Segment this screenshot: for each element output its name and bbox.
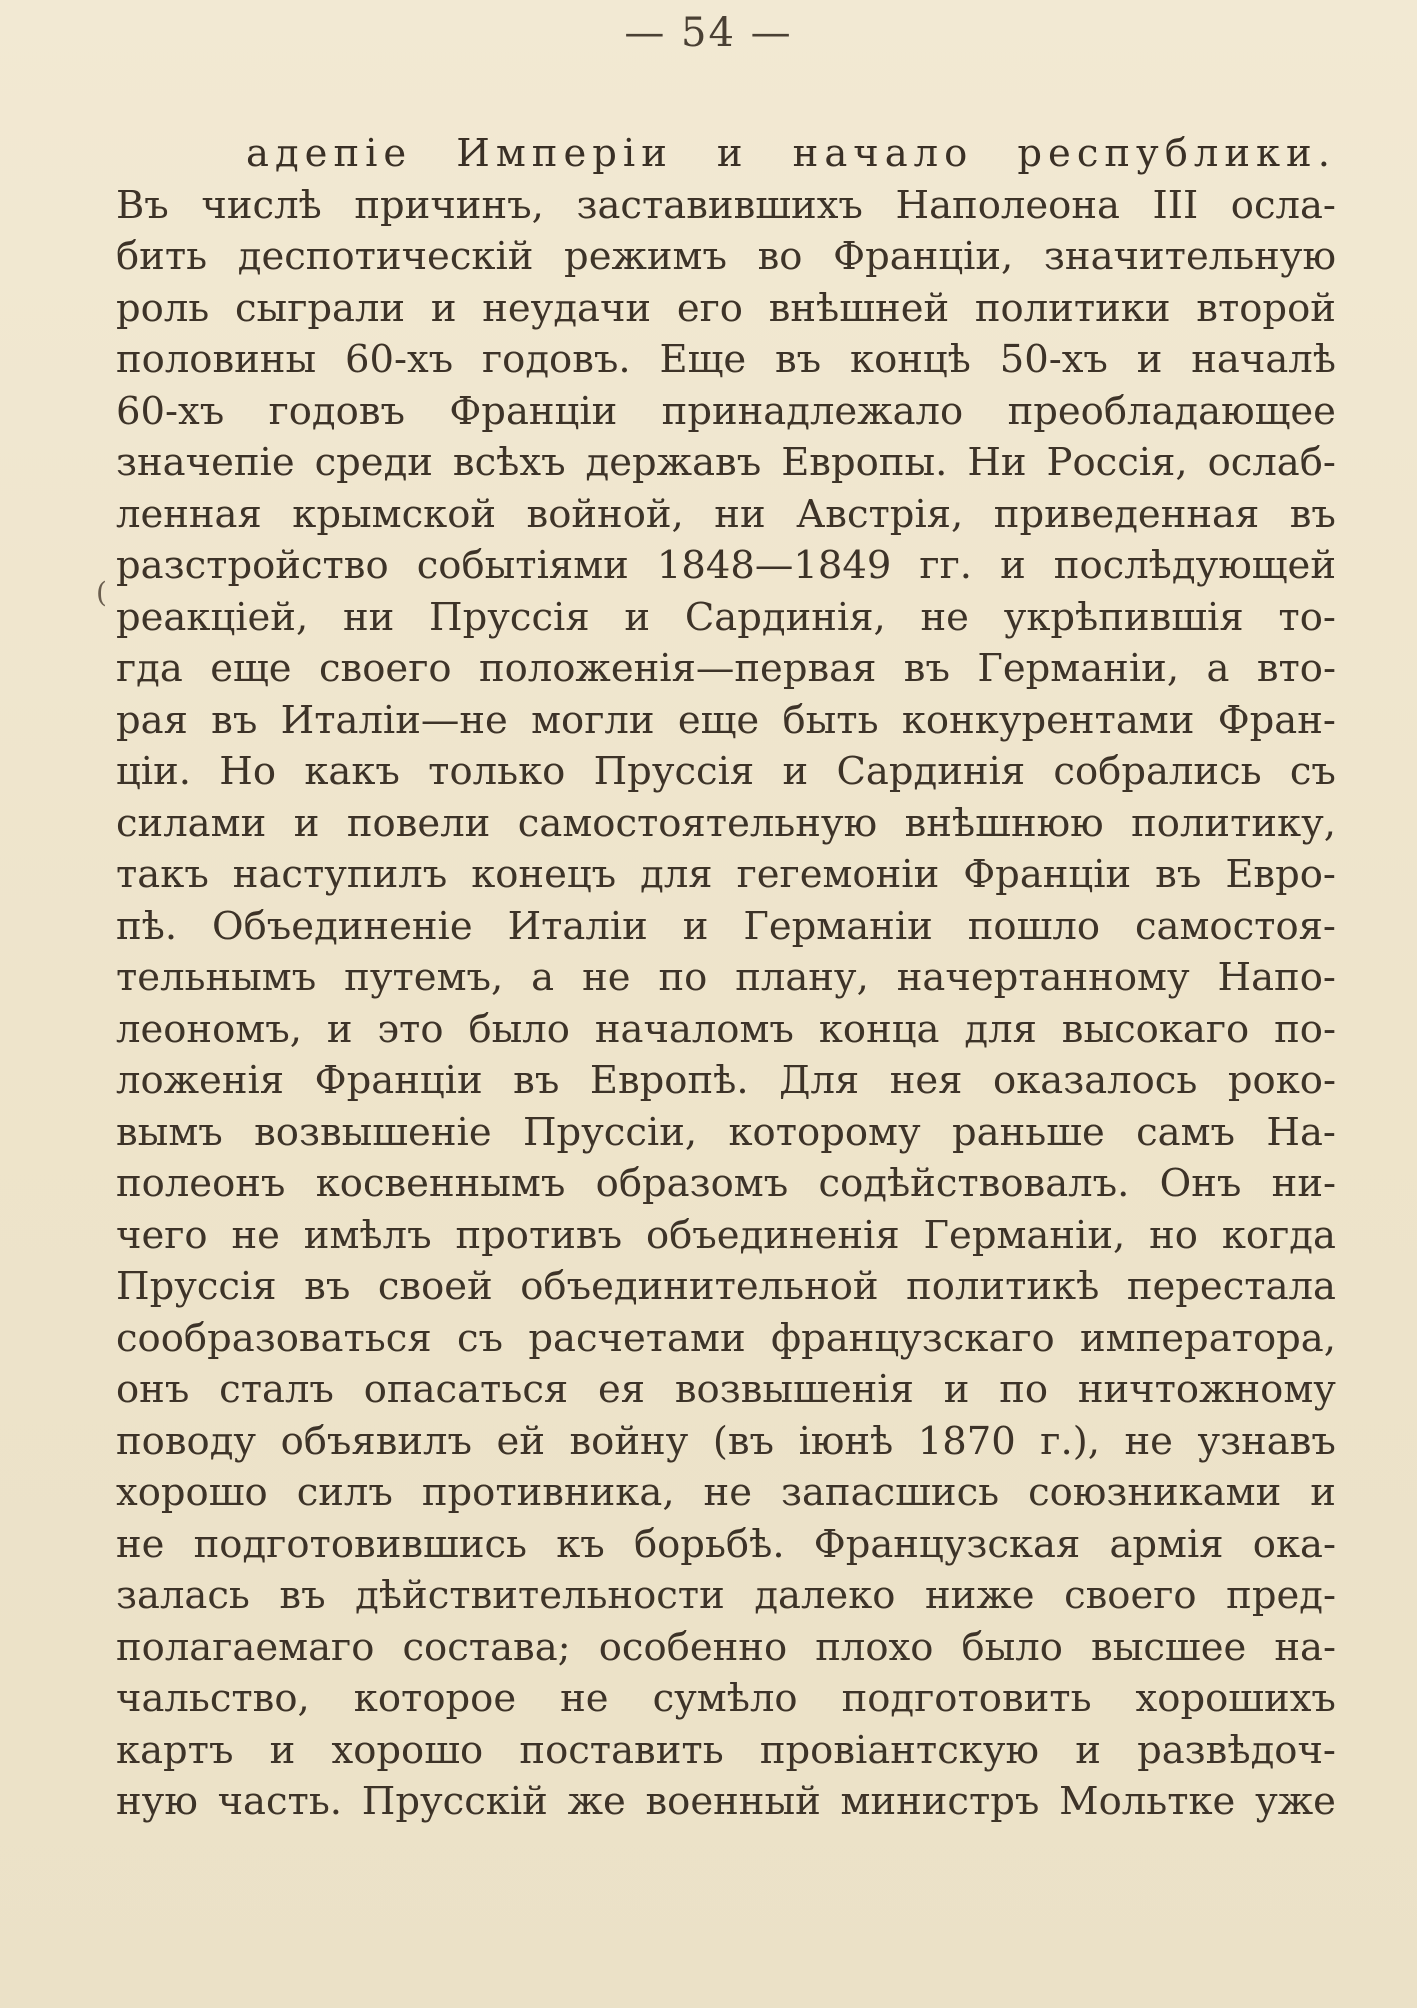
word: и [430, 285, 457, 331]
word: не [703, 1470, 752, 1515]
text-line [116, 1364, 1336, 1416]
word: Въ [116, 182, 169, 228]
word: началѣ [1191, 337, 1336, 382]
word: Франціи [963, 852, 1132, 897]
word: Германіи, [923, 1212, 1126, 1258]
word: такъ [116, 852, 209, 897]
word: вто- [1256, 646, 1336, 691]
word: подготовившись [193, 1521, 528, 1567]
word: еще [210, 646, 292, 691]
word: Италіи [507, 903, 648, 949]
word: дѣйствительности [355, 1573, 725, 1618]
word: вымъ [116, 1109, 223, 1155]
text-line [116, 1313, 1336, 1365]
word: въ [304, 1264, 351, 1309]
word: развѣдоч- [1137, 1727, 1336, 1773]
text-line [116, 1107, 1336, 1159]
word: и [943, 1367, 970, 1412]
word: наступилъ [232, 852, 448, 897]
word: плану, [735, 955, 869, 1000]
word: онъ [116, 1367, 190, 1412]
word: Пруссія [593, 749, 755, 794]
word: неудачи [482, 285, 652, 331]
word: по [658, 955, 708, 1000]
word: не [560, 1676, 609, 1721]
text-line [116, 386, 1336, 438]
word: въ [1289, 491, 1336, 537]
word: 1870 [917, 1418, 1016, 1464]
word: Но [219, 749, 277, 794]
word: высшее [1091, 1624, 1247, 1670]
word: внѣшнюю [904, 800, 1104, 846]
word: Еще [659, 337, 747, 382]
word: политики [974, 285, 1171, 331]
word: Германіи, [977, 646, 1180, 691]
word: пошло [967, 903, 1101, 949]
word: и [1136, 337, 1163, 382]
text-line [116, 952, 1336, 1004]
word: Имперіи [456, 131, 673, 176]
word: (въ [712, 1418, 775, 1464]
text-line [116, 1158, 1336, 1210]
word: еще [677, 697, 760, 743]
word: противъ [455, 1212, 623, 1258]
word: и [326, 1006, 353, 1052]
word: по- [1274, 1006, 1336, 1052]
word: войну [569, 1418, 689, 1464]
word: укрѣпившія [1003, 594, 1244, 640]
word: событіями [416, 543, 629, 588]
word: ниже [925, 1573, 1035, 1618]
word: залась [116, 1573, 250, 1618]
word: возвышеніе [254, 1109, 492, 1155]
word: ни- [1271, 1161, 1336, 1206]
word: значительную [1043, 234, 1336, 279]
word: во [757, 234, 803, 279]
word: 60-хъ [116, 388, 225, 434]
word: чего [116, 1212, 208, 1258]
word: союзниками [1028, 1470, 1282, 1515]
word: роль [116, 285, 210, 331]
word: Мольтке [1059, 1779, 1236, 1824]
word: Италіи—не [280, 697, 508, 743]
word: образомъ [595, 1161, 789, 1206]
word: министръ [840, 1779, 1040, 1824]
text-line [116, 1210, 1336, 1262]
text-line [116, 180, 1336, 232]
word: которому [728, 1109, 921, 1155]
word: сообразоваться [116, 1315, 432, 1361]
word: армія [1109, 1521, 1224, 1567]
word: началомъ [594, 1006, 794, 1052]
word: адепіе [246, 131, 413, 176]
word: могли [531, 697, 655, 743]
word: косвеннымъ [315, 1161, 566, 1206]
word: силами [116, 800, 267, 846]
word: Австрія, [796, 491, 964, 537]
word: ей [496, 1418, 545, 1464]
word: г.), [1040, 1418, 1100, 1464]
word: III [1152, 182, 1199, 228]
word: узнавъ [1197, 1418, 1336, 1464]
margin-mark: ( [96, 576, 107, 609]
word: и [1310, 1470, 1336, 1515]
word: повели [346, 800, 491, 846]
word: Европѣ. [589, 1058, 749, 1103]
text-line [116, 540, 1336, 592]
word: самостоя- [1134, 903, 1336, 949]
word: съ [456, 1315, 504, 1361]
word: провіантскую [759, 1727, 1040, 1773]
word: Россія, [1046, 440, 1188, 485]
word: причинъ, [354, 182, 544, 228]
word: уже [1255, 1779, 1336, 1824]
text-line [116, 1055, 1336, 1107]
word: Французская [813, 1521, 1081, 1567]
word: противника, [421, 1470, 675, 1515]
word: ни [342, 594, 395, 640]
word: Ни [967, 440, 1027, 485]
word: самостоятельную [517, 800, 878, 846]
word: въ [279, 1573, 326, 1618]
text-line [116, 1622, 1336, 1674]
word: 50-хъ [999, 337, 1108, 382]
word: Германіи [743, 903, 933, 949]
text-line [116, 489, 1336, 541]
word: въ [775, 337, 822, 382]
word: сумѣло [652, 1676, 798, 1721]
word: Сардинія [836, 749, 1026, 794]
word: не [1124, 1418, 1173, 1464]
word: раньше [951, 1109, 1105, 1155]
word: ленная [116, 491, 262, 537]
word: объявилъ [280, 1418, 473, 1464]
word: и [269, 1727, 296, 1773]
word: Напо- [1217, 955, 1336, 1000]
word: Пруссія [116, 1264, 277, 1309]
word: Онъ [1159, 1161, 1242, 1206]
word: не [116, 1521, 165, 1567]
word: 1848—1849 [656, 543, 892, 588]
word: объединенія [645, 1212, 900, 1258]
word: разстройство [116, 543, 389, 588]
word: Фран- [1217, 697, 1336, 743]
word: на- [1274, 1624, 1336, 1670]
word: внѣшней [768, 285, 950, 331]
word: военный [645, 1779, 821, 1824]
word: начертанному [896, 955, 1190, 1000]
word: Франціи [314, 1058, 483, 1103]
word: ложенія [116, 1058, 285, 1103]
word: Сардинія, [684, 594, 886, 640]
word: преобладающее [1007, 388, 1336, 434]
word: и [293, 800, 320, 846]
word: къ [556, 1521, 605, 1567]
word: его [676, 285, 743, 331]
word: гда [116, 646, 183, 691]
word: расчетами [528, 1315, 746, 1361]
word: реакціей, [116, 594, 309, 640]
word: Наполеона [895, 182, 1120, 228]
word: деспотическій [237, 234, 534, 279]
word: принадлежало [661, 388, 964, 434]
word: это [377, 1006, 444, 1052]
text-line [116, 1519, 1336, 1571]
word: гегемоніи [736, 852, 940, 897]
word: режимъ [564, 234, 727, 279]
word: іюнѣ [798, 1418, 894, 1464]
word: путемъ, [344, 955, 504, 1000]
word: На- [1266, 1109, 1336, 1155]
word: самъ [1136, 1109, 1236, 1155]
word: сталъ [219, 1367, 334, 1412]
body-text [116, 128, 1336, 1828]
word: своего [1064, 1573, 1197, 1618]
word: бить [116, 234, 208, 279]
word: по [999, 1367, 1049, 1412]
word: часть. [217, 1779, 343, 1824]
word: половины [116, 337, 317, 382]
text-line [116, 1673, 1336, 1725]
word: силъ [296, 1470, 393, 1515]
word: хорошо [331, 1727, 484, 1773]
word: Франціи [449, 388, 618, 434]
word: хорошо [116, 1470, 268, 1515]
word: оказалось [993, 1058, 1198, 1103]
page-number: — 54 — [624, 10, 793, 56]
word: среди [314, 440, 433, 485]
text-line [116, 1570, 1336, 1622]
word: то- [1278, 594, 1336, 640]
text-line [116, 1261, 1336, 1313]
word: а [531, 955, 555, 1000]
word: перестала [1126, 1264, 1336, 1309]
word: запасшись [780, 1470, 1000, 1515]
text-line [116, 1776, 1336, 1828]
text-line [116, 437, 1336, 489]
word: не [231, 1212, 280, 1258]
word: картъ [116, 1727, 234, 1773]
word: какъ [304, 749, 400, 794]
word: и [624, 594, 651, 640]
word: но [1149, 1212, 1198, 1258]
word: пред- [1226, 1573, 1336, 1618]
word: плохо [815, 1624, 934, 1670]
word: полагаемаго [116, 1624, 375, 1670]
section-heading [116, 128, 1336, 180]
word: концѣ [850, 337, 971, 382]
text-line [116, 901, 1336, 953]
text-line [116, 283, 1336, 335]
text-line [116, 1004, 1336, 1056]
word: не [920, 594, 969, 640]
text-line [116, 746, 1336, 798]
word: въ [513, 1058, 560, 1103]
word: собрались [1053, 749, 1262, 794]
word: поставить [519, 1727, 724, 1773]
word: второй [1196, 285, 1336, 331]
text-line [116, 231, 1336, 283]
word: послѣдующей [1053, 543, 1336, 588]
word: же [567, 1779, 626, 1824]
word: роко- [1227, 1058, 1336, 1103]
word: конца [818, 1006, 940, 1052]
word: политикѣ [906, 1264, 1100, 1309]
word: и [716, 131, 749, 176]
word: и [1075, 1727, 1101, 1773]
word: конкурентами [901, 697, 1195, 743]
word: и [782, 749, 809, 794]
word: заставившихъ [576, 182, 863, 228]
word: ную [116, 1779, 198, 1824]
word: а [1206, 646, 1230, 691]
word: быть [782, 697, 879, 743]
word: своего [319, 646, 452, 691]
word: было [961, 1624, 1063, 1670]
word: возвышенія [674, 1367, 914, 1412]
word: въ [1155, 852, 1202, 897]
word: Для [779, 1058, 860, 1103]
text-line [116, 798, 1336, 850]
text-line [116, 695, 1336, 747]
word: для [964, 1006, 1037, 1052]
word: французскаго [770, 1315, 1055, 1361]
word: высокаго [1061, 1006, 1250, 1052]
word: своей [377, 1264, 493, 1309]
word: рая [116, 697, 188, 743]
word: Европы. [781, 440, 948, 485]
word: гг. [919, 543, 972, 588]
word: было [468, 1006, 570, 1052]
word: ціи. [116, 749, 191, 794]
text-line [116, 643, 1336, 695]
word: не [582, 955, 631, 1000]
word: и [1000, 543, 1026, 588]
word: только [428, 749, 566, 794]
word: императора, [1080, 1315, 1336, 1361]
word: крымской [292, 491, 497, 537]
word: Евро- [1225, 852, 1336, 897]
word: годовъ. [482, 337, 631, 382]
word: пѣ. [116, 903, 178, 949]
word: съ [1289, 749, 1336, 794]
word: сыграли [234, 285, 406, 331]
word: числѣ [201, 182, 322, 228]
word: чальство, [116, 1676, 310, 1721]
text-line [116, 1725, 1336, 1777]
word: политику, [1131, 800, 1336, 846]
word: республики. [1017, 131, 1336, 176]
word: поводу [116, 1418, 257, 1464]
word: приведенная [993, 491, 1260, 537]
text-line [116, 1467, 1336, 1519]
word: далеко [754, 1573, 896, 1618]
word: въ [903, 646, 950, 691]
word: опасаться [363, 1367, 569, 1412]
word: и [682, 903, 709, 949]
word: которое [353, 1676, 517, 1721]
text-line [116, 592, 1336, 644]
word: годовъ [268, 388, 405, 434]
text-line [116, 1416, 1336, 1468]
word: Объединеніе [212, 903, 473, 949]
word: ни [714, 491, 766, 537]
word: ея [597, 1367, 646, 1412]
word: Прусскій [361, 1779, 548, 1824]
word: когда [1221, 1212, 1336, 1258]
word: особенно [598, 1624, 788, 1670]
word: тельнымъ [116, 955, 317, 1000]
word: Пруссія [429, 594, 590, 640]
word: имѣлъ [303, 1212, 432, 1258]
word: хорошихъ [1135, 1676, 1336, 1721]
word: войной, [526, 491, 684, 537]
word: положенія—первая [478, 646, 877, 691]
word: конецъ [471, 852, 617, 897]
word: ока- [1252, 1521, 1336, 1567]
word: ничтожному [1077, 1367, 1336, 1412]
text-line [116, 849, 1336, 901]
word: ослаб- [1207, 440, 1336, 485]
word: въ [211, 697, 258, 743]
word: леономъ, [116, 1006, 302, 1052]
word: нея [889, 1058, 963, 1103]
word: объединительной [520, 1264, 879, 1309]
word: 60-хъ [344, 337, 454, 382]
word: содѣйствовалъ. [818, 1161, 1130, 1206]
word: осла- [1230, 182, 1336, 228]
word: борьбѣ. [633, 1521, 785, 1567]
word: состава; [402, 1624, 571, 1670]
word: всѣхъ [452, 440, 566, 485]
word: для [640, 852, 713, 897]
text-line [116, 334, 1336, 386]
word: подготовить [841, 1676, 1092, 1721]
word: значепіе [116, 440, 295, 485]
word: полеонъ [116, 1161, 286, 1206]
word: Пруссіи, [522, 1109, 698, 1155]
word: Франціи, [833, 234, 1014, 279]
word: начало [792, 131, 974, 176]
word: державъ [585, 440, 762, 485]
